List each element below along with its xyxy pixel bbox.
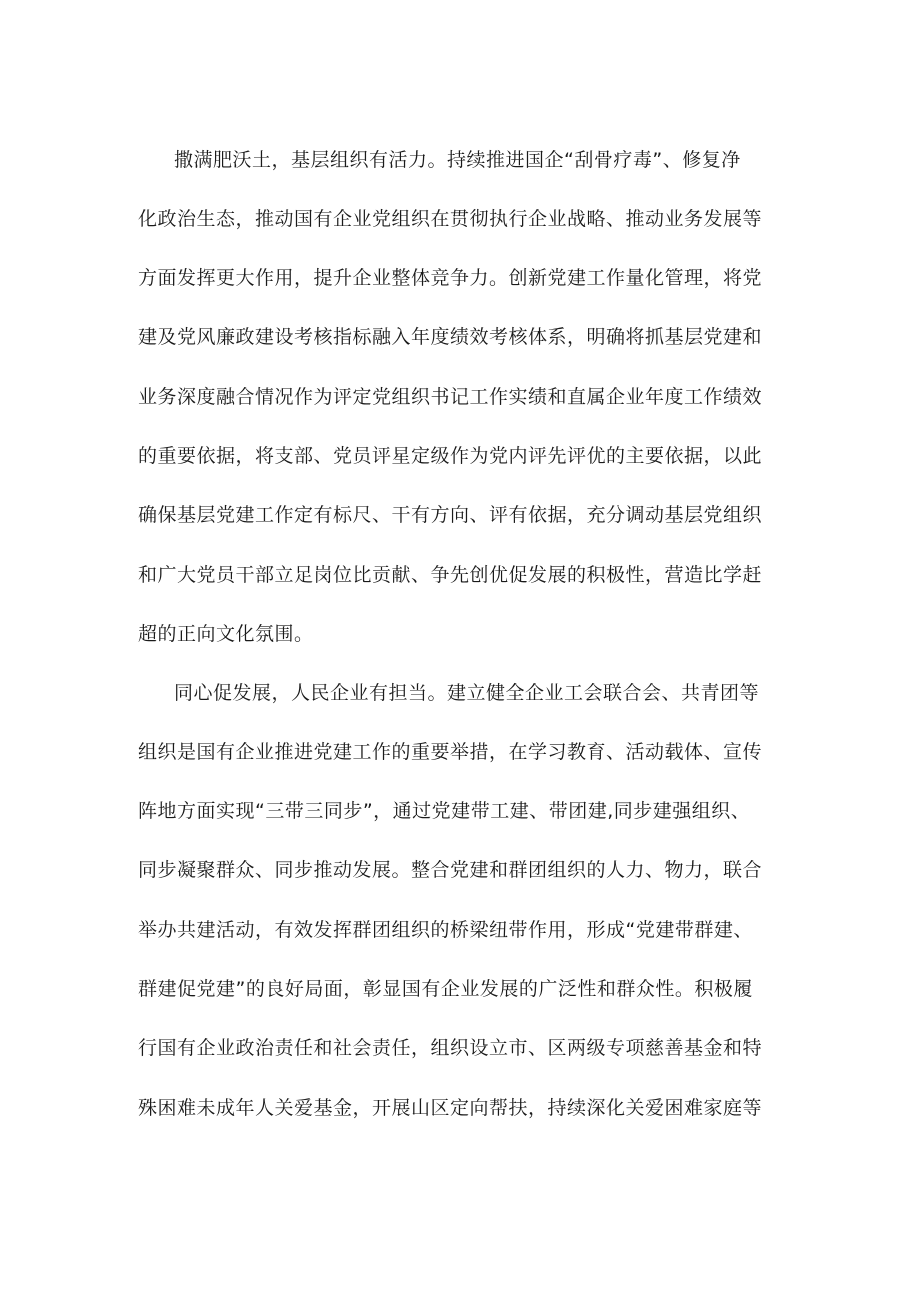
text-line: 群建促党建”的良好局面，彰显国有企业发展的广泛性和群众性。积极履 (138, 978, 753, 1000)
text-line: 殊困难未成年人关爱基金，开展山区定向帮扶，持续深化关爱困难家庭等 (138, 1097, 763, 1119)
text-line: 的重要依据，将支部、党员评星定级作为党内评先评优的主要依据，以此 (138, 445, 763, 467)
text-line: 举办共建活动，有效发挥群团组织的桥梁纽带作用，形成“党建带群建、 (138, 919, 753, 941)
text-line: 组织是国有企业推进党建工作的重要举措，在学习教育、活动载体、宣传 (138, 741, 763, 763)
text-line: 化政治生态，推动国有企业党组织在贯彻执行企业战略、推动业务发展等 (138, 208, 763, 230)
text-line: 和广大党员干部立足岗位比贡献、争先创优促发展的积极性，营造比学赶 (138, 564, 763, 586)
text-line: 阵地方面实现“三带三同步”，通过党建带工建、带团建,同步建强组织、 (138, 800, 751, 822)
text-line: 同心促发展，人民企业有担当。建立健全企业工会联合会、共青团等 (174, 682, 760, 704)
text-line: 撒满肥沃土，基层组织有活力。持续推进国企“刮骨疗毒”、修复净 (174, 149, 741, 171)
text-line: 建及党风廉政建设考核指标融入年度绩效考核体系，明确将抓基层党建和 (138, 326, 763, 348)
text-line: 行国有企业政治责任和社会责任，组织设立市、区两级专项慈善基金和特 (138, 1037, 763, 1059)
text-line: 确保基层党建工作定有标尺、干有方向、评有依据，充分调动基层党组织 (138, 504, 763, 526)
text-line: 超的正向文化氛围。 (138, 623, 314, 645)
text-line: 方面发挥更大作用，提升企业整体竞争力。创新党建工作量化管理，将党 (138, 267, 763, 289)
text-line: 业务深度融合情况作为评定党组织书记工作实绩和直属企业年度工作绩效 (138, 386, 763, 408)
text-line: 同步凝聚群众、同步推动发展。整合党建和群团组织的人力、物力，联合 (138, 859, 763, 881)
